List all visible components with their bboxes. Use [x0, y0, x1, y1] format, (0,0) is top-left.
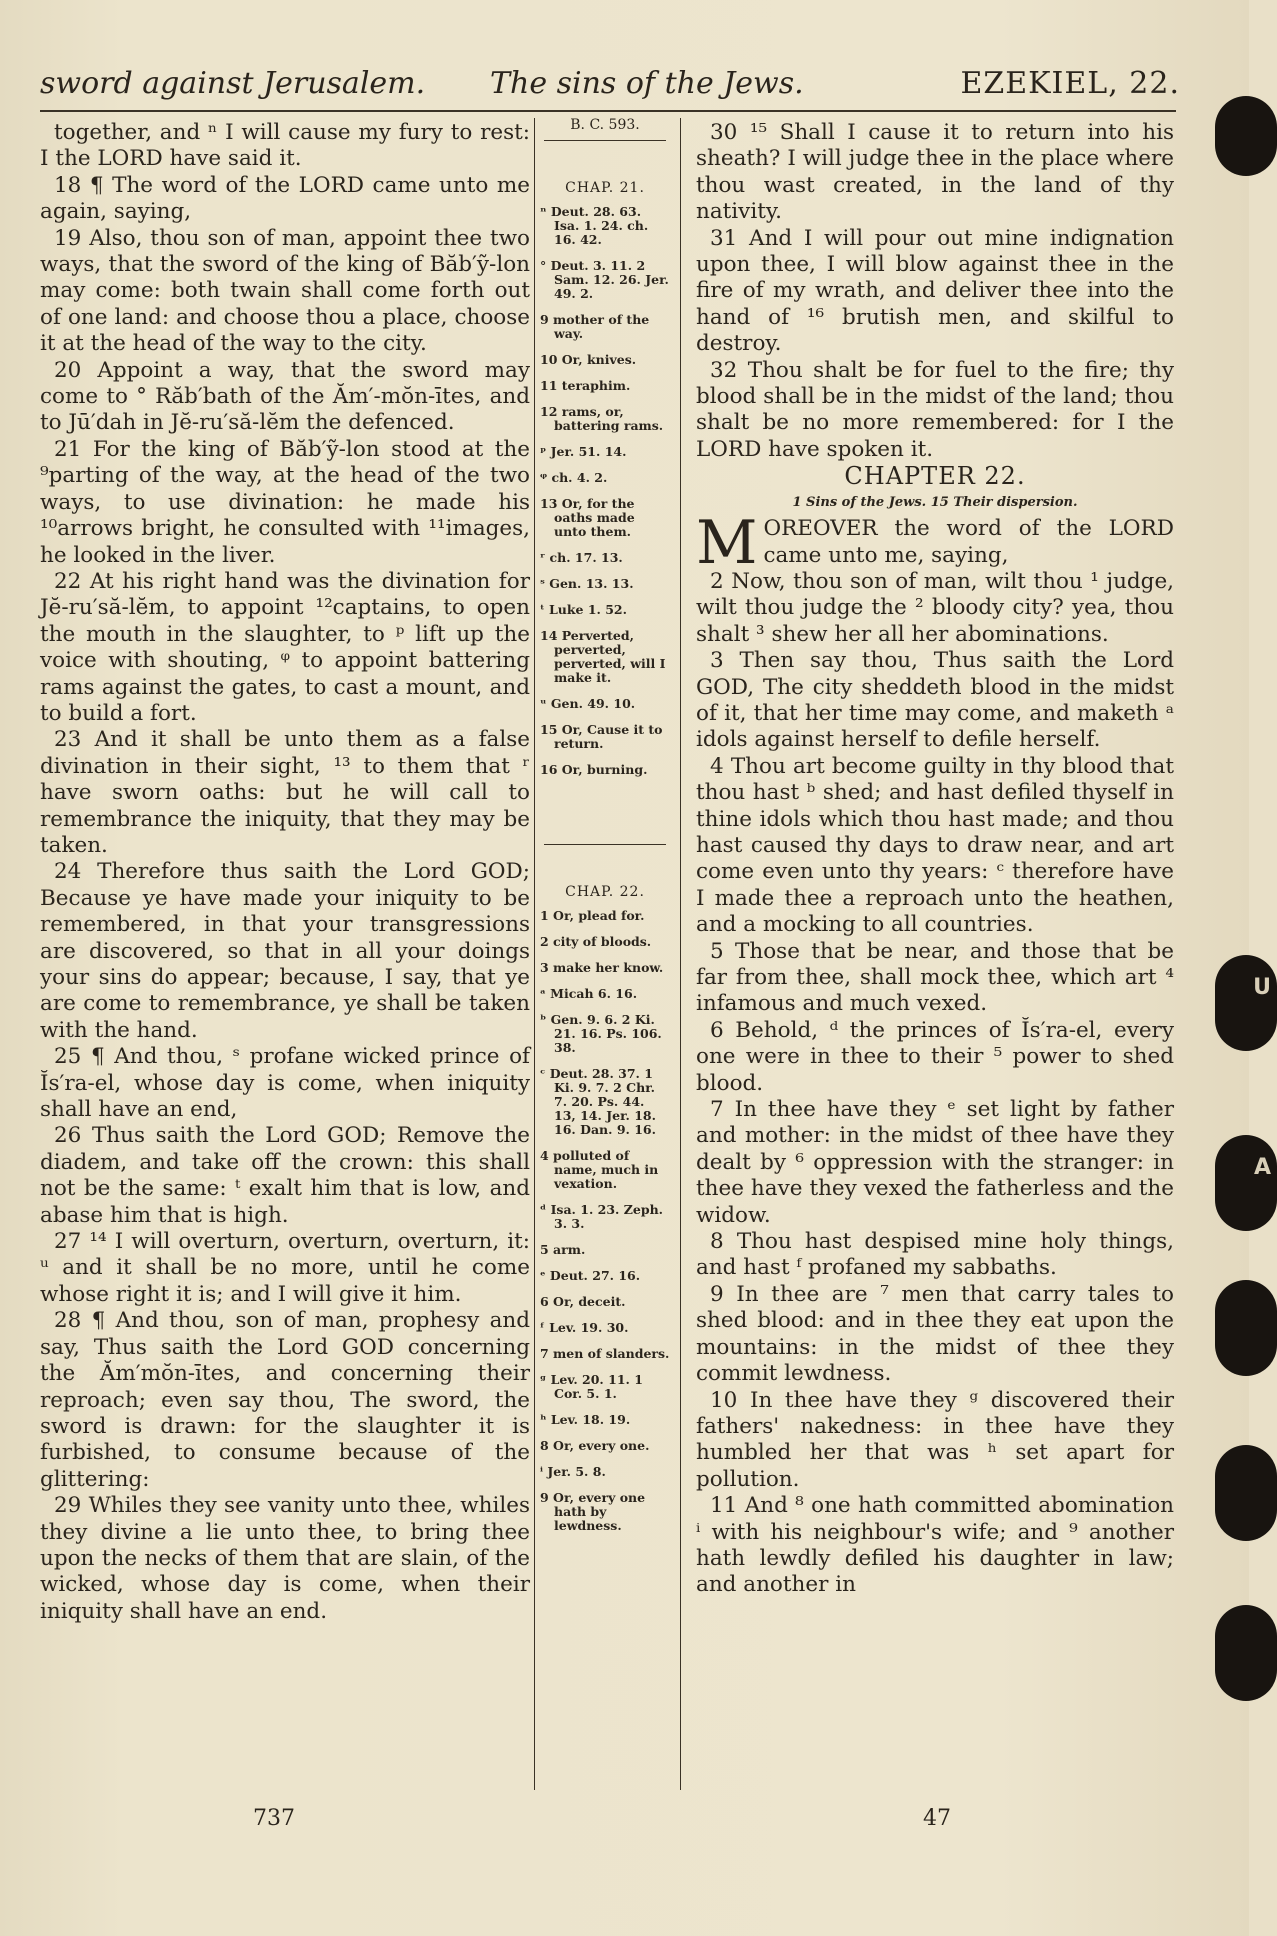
verse: 25 ¶ And thou, ˢ profane wicked prince of Ĭs′ra-el, whose day is come, when iniquity shall have an end, — [40, 1044, 530, 1123]
reference-note: ʰ Lev. 18. 19. — [540, 1412, 631, 1427]
verse: 23 And it shall be unto them as a false divination in their sight, ¹³ to them that ʳ have sworn oaths: but he will call to remembrance the iniquity, that they may be taken. — [40, 727, 530, 858]
header-book-chapter: EZEKIEL, 22. — [960, 66, 1180, 101]
reference-note: 11 teraphim. — [540, 378, 631, 393]
margin-rule — [544, 844, 666, 845]
reference-note: 5 arm. — [540, 1242, 586, 1257]
verse: 24 Therefore thus saith the Lord GOD; Because ye have made your iniquity to be remembered, in that your transgressions are discovered, so that in all your doings your sins do appear; because, I say, that ye are come to remembrance, ye shall be taken with the hand. — [40, 859, 530, 1043]
verse: 9 In thee are ⁷ men that carry tales to shed blood: and in thee they eat upon the mountains: in the midst of thee they commit lewdness. — [696, 1281, 1174, 1387]
verse: 10 In thee have they ᵍ discovered their fathers' nakedness: in thee have they humbled her that was ʰ set apart for pollution. — [696, 1387, 1174, 1492]
header-middle: The sins of the Jews. — [490, 66, 804, 101]
reference-note: 8 Or, every one. — [540, 1438, 650, 1453]
reference-note: ᵠ ch. 4. 2. — [540, 470, 608, 485]
thumb-index-tab[interactable] — [1215, 1605, 1277, 1701]
verse: 22 At his right hand was the divination for Jĕ-ru′să-lĕm, to appoint ¹²captains, to open the mouth in the slaughter, to ᵖ lift up the voice with shouting, ᵠ to appoint battering rams against the gates, to cast a mount, and to build a fort. — [40, 568, 530, 726]
verse: 5 Those that be near, and those that be far from thee, shall mock thee, which art ⁴ infamous and much vexed. — [696, 938, 1174, 1017]
reference-note: 9 mother of the way. — [540, 312, 650, 341]
reference-note: ᵍ Lev. 20. 11. 1 Cor. 5. 1. — [540, 1372, 643, 1401]
opening-text: OREOVER the word of the LORD came unto me, saying, — [763, 516, 1174, 568]
thumb-index-tab[interactable] — [1215, 96, 1277, 176]
margin-spacer — [540, 789, 670, 844]
page-number-right: 47 — [923, 1806, 951, 1831]
tab-letter: A — [1253, 1155, 1271, 1180]
running-header — [40, 66, 1180, 106]
thumb-index-tab[interactable] — [1215, 955, 1277, 1051]
margin-chapter-22-label: CHAP. 22. — [565, 884, 645, 900]
tab-letter: U — [1253, 975, 1271, 1000]
verse: 8 Thou hast despised mine holy things, and hast ᶠ profaned my sabbaths. — [696, 1229, 1174, 1281]
chapter-summary: 1 Sins of the Jews. 15 Their dispersion. — [792, 494, 1078, 510]
thumb-index-tab[interactable] — [1215, 1135, 1277, 1231]
verse: 27 ¹⁴ I will overturn, overturn, overturn, it: ᵘ and it shall be no more, until he come whose right it is; and I will give it him. — [40, 1229, 530, 1307]
page-number-left: 737 — [253, 1806, 295, 1831]
verse: 29 Whiles they see vanity unto thee, whiles they divine a lie unto thee, to bring thee upon the necks of them that are slain, of the wicked, whose day is come, when their iniquity shall have an end. — [40, 1493, 530, 1624]
reference-note: ˢ Gen. 13. 13. — [540, 576, 634, 591]
header-rule — [40, 110, 1176, 112]
reference-note: ⁱ Jer. 5. 8. — [540, 1464, 606, 1479]
reference-note: ° Deut. 3. 11. 2 Sam. 12. 26. Jer. 49. 2. — [540, 258, 669, 301]
thumb-index-tab[interactable] — [1215, 1445, 1277, 1541]
reference-note: 12 rams, or, battering rams. — [540, 404, 664, 433]
header-left: sword against Jerusalem. — [40, 66, 426, 101]
right-text-column — [696, 120, 1174, 1599]
verse: 28 ¶ And thou, son of man, prophesy and say, Thus saith the Lord GOD concerning the Ăm′mŏn-ītes, and concerning their reproach; even say thou, The sword, the sword is drawn: for the slaughter it is furbished, to consume because of the glittering: — [40, 1308, 530, 1492]
reference-note: ᵗ Luke 1. 52. — [540, 602, 627, 617]
reference-note: 14 Perverted, perverted, perverted, will I make it. — [540, 628, 666, 685]
column-divider-right — [680, 118, 681, 1790]
reference-note: 13 Or, for the oaths made unto them. — [540, 496, 635, 539]
verse: together, and ⁿ I will cause my fury to rest: I the LORD have said it. — [40, 120, 530, 172]
thumb-index-tab[interactable] — [1215, 1280, 1277, 1376]
reference-note: 16 Or, burning. — [540, 762, 648, 777]
center-reference-column — [540, 118, 670, 1545]
reference-note: 15 Or, Cause it to return. — [540, 722, 663, 751]
reference-note: 7 men of slanders. — [540, 1346, 670, 1361]
left-text-column — [40, 120, 530, 1625]
verse: 18 ¶ The word of the LORD came unto me again, saying, — [40, 172, 530, 225]
date-label: B. C. 593. — [570, 117, 640, 133]
verse: 4 Thou art become guilty in thy blood that thou hast ᵇ shed; and hast defiled thyself in thine idols which thou hast made; and thou hast caused thy days to draw near, and art come even unto thy years: ᶜ therefore have I made thee a reproach unto the heathen, and a mocking to all countries. — [696, 753, 1174, 938]
reference-note: ⁿ Deut. 28. 63. Isa. 1. 24. ch. 16. 42. — [540, 204, 649, 247]
verse: 21 For the king of Băb′ỹ-lon stood at the ⁹parting of the way, at the head of the two ways, to use divination: he made his ¹⁰arrows bright, he consulted with ¹¹images, he looked in the liver. — [40, 436, 530, 568]
reference-note: ᵉ Deut. 27. 16. — [540, 1268, 641, 1283]
verse: 7 In thee have they ᵉ set light by father and mother: in the midst of thee have they dealt by ⁶ oppression with the stranger: in thee have they vexed the fatherless and the widow. — [696, 1097, 1174, 1228]
chapter-opening — [696, 508, 1174, 579]
margin-chapter-21-label: CHAP. 21. — [565, 180, 645, 196]
verse: 31 And I will pour out mine indignation upon thee, I will blow against thee in the fire of my wrath, and deliver thee into the hand of ¹⁶ brutish men, and skilful to destroy. — [696, 225, 1174, 357]
reference-note: ᵖ Jer. 51. 14. — [540, 444, 627, 459]
reference-note: ᵇ Gen. 9. 6. 2 Ki. 21. 16. Ps. 106. 38. — [540, 1012, 662, 1055]
reference-note: 10 Or, knives. — [540, 352, 637, 367]
reference-note: ᶠ Lev. 19. 30. — [540, 1320, 629, 1335]
verse: 32 Thou shalt be for fuel to the fire; thy blood shall be in the midst of the land; thou shalt be no more remembered: for I the LORD have spoken it. — [696, 357, 1174, 462]
verse: 11 And ⁸ one hath committed abomination ⁱ with his neighbour's wife; and ⁹ another hath lewdly defiled his daughter in law; and another in — [696, 1493, 1174, 1598]
reference-note: 1 Or, plead for. — [540, 908, 645, 923]
reference-note: 6 Or, deceit. — [540, 1294, 626, 1309]
margin-rule — [544, 140, 666, 141]
reference-note: 4 polluted of name, much in vexation. — [540, 1148, 659, 1191]
reference-note: ᵈ Isa. 1. 23. Zeph. 3. 3. — [540, 1202, 664, 1231]
reference-note: ᵃ Micah 6. 16. — [540, 986, 638, 1001]
verse: 20 Appoint a way, that the sword may come to ° Răb′bath of the Ăm′-mŏn-ītes, and to Jū′dah in Jĕ-ru′să-lĕm the defenced. — [40, 357, 530, 436]
reference-note: 3 make her know. — [540, 960, 664, 975]
verse: 2 Now, thou son of man, wilt thou ¹ judge, wilt thou judge the ² bloody city? yea, thou shalt ³ shew her all her abominations. — [696, 568, 1174, 647]
reference-note: 9 Or, every one hath by lewdness. — [540, 1490, 646, 1533]
verse: 6 Behold, ᵈ the princes of Ĭs′ra-el, every one were in thee to their ⁵ power to shed blood. — [696, 1017, 1174, 1096]
verse: 3 Then say thou, Thus saith the Lord GOD, The city sheddeth blood in the midst of it, that her time may come, and maketh ᵃ idols against herself to defile herself. — [696, 648, 1174, 753]
reference-note: 2 city of bloods. — [540, 934, 652, 949]
column-divider-left — [534, 118, 535, 1790]
reference-note: ʳ ch. 17. 13. — [540, 550, 623, 565]
chapter-title: CHAPTER 22. — [844, 462, 1026, 491]
drop-cap: M — [696, 508, 758, 579]
verse: 26 Thus saith the Lord GOD; Remove the diadem, and take off the crown: this shall not be the same: ᵗ exalt him that is low, and abase him that is high. — [40, 1123, 530, 1228]
reference-note: ᶜ Deut. 28. 37. 1 Ki. 9. 7. 2 Chr. 7. 20. Ps. 44. 13, 14. Jer. 18. 16. Dan. 9. 16. — [540, 1066, 656, 1137]
verse: 30 ¹⁵ Shall I cause it to return into his sheath? I will judge thee in the place where thou wast created, in the land of thy nativity. — [696, 120, 1174, 225]
verse: 19 Also, thou son of man, appoint thee two ways, that the sword of the king of Băb′ỹ-lon may come: both twain shall come forth out of one land: and choose thou a place, choose it at the head of the way to the city. — [40, 225, 530, 357]
reference-note: ᵘ Gen. 49. 10. — [540, 696, 636, 711]
